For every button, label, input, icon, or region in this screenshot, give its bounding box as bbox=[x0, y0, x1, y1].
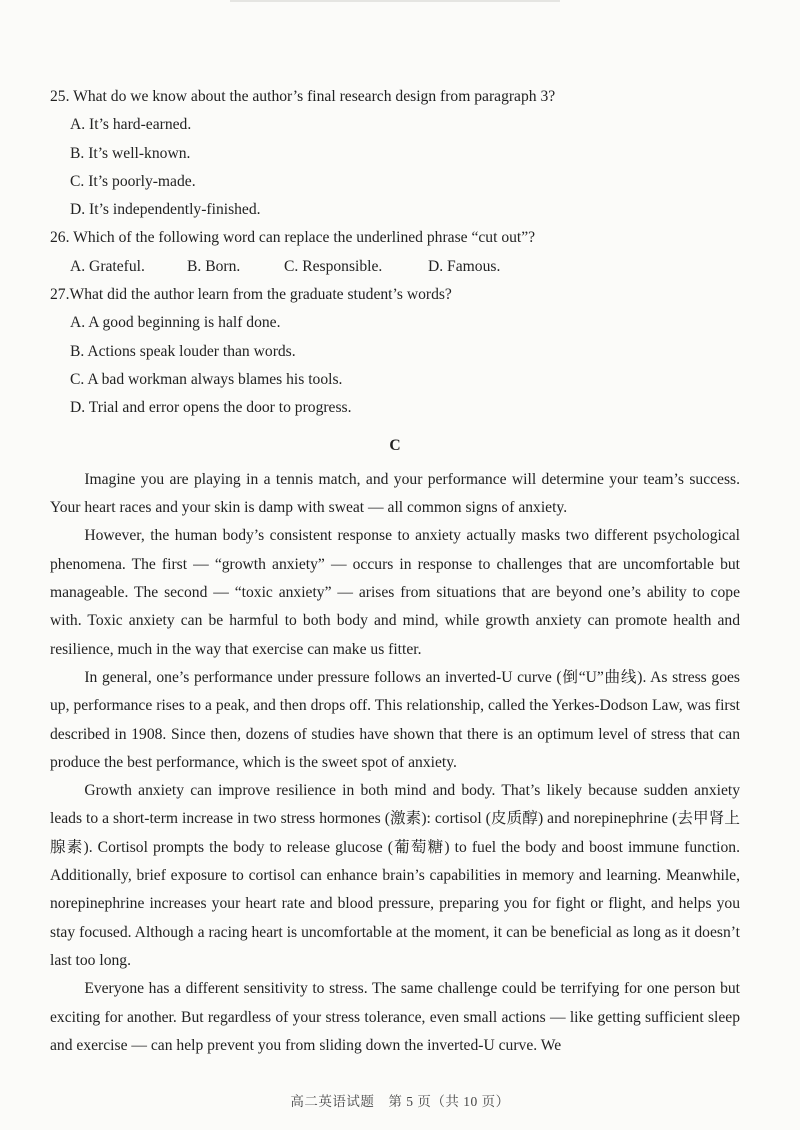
option: B. It’s well-known. bbox=[70, 144, 191, 162]
option: D. Famous. bbox=[428, 257, 501, 275]
option: C. It’s poorly-made. bbox=[70, 172, 196, 190]
option: C. Responsible. bbox=[284, 257, 383, 275]
exam-page bbox=[50, 83, 740, 1060]
question-stem: 26. Which of the following word can replace the underlined phrase “cut out”? bbox=[50, 229, 536, 247]
option: A. A good beginning is half done. bbox=[70, 314, 281, 332]
question-26 bbox=[50, 224, 740, 281]
scan-edge bbox=[230, 0, 560, 2]
question-stem: 27.What did the author learn from the graduate student’s words? bbox=[50, 286, 452, 304]
paragraph: Everyone has a different sensitivity to stress. The same challenge could be terrifying for one person but exciting for another. But regardless of your stress tolerance, even small actions — like getting sufficient sleep and exercise — can help prevent you from sliding down the inverted-U curve. We bbox=[50, 980, 740, 1054]
options-row bbox=[70, 253, 740, 281]
paragraph: Imagine you are playing in a tennis match, and your performance will determine your team’s success. Your heart races and your skin is damp with sweat — all common signs of anxiety. bbox=[50, 470, 740, 517]
option: A. Grateful. bbox=[70, 257, 145, 275]
option: C. A bad workman always blames his tools. bbox=[70, 370, 343, 388]
paragraph: In general, one’s performance under pressure follows an inverted-U curve (倒“U”曲线). As stress goes up, performance rises to a peak, and then drops off. This relationship, called the Yerkes-Dodson Law, was first described in 1908. Since then, dozens of studies have shown that there is an optimum level of stress that can produce the best performance, which is the sweet spot of anxiety. bbox=[50, 668, 740, 771]
passage-c bbox=[50, 466, 740, 1060]
paragraph: However, the human body’s consistent response to anxiety actually masks two different psychological phenomena. The first — “growth anxiety” — occurs in response to challenges that are uncomfortable but manageable. The second — “toxic anxiety” — arises from situations that are beyond one’s ability to cope with. Toxic anxiety can be harmful to both body and mind, while growth anxiety can promote health and resilience, much in the way that exercise can make us fitter. bbox=[50, 527, 740, 658]
option: D. It’s independently-finished. bbox=[70, 201, 261, 219]
question-27 bbox=[50, 281, 740, 422]
page-footer: 高二英语试题 第 5 页（共 10 页） bbox=[290, 1094, 510, 1109]
option: B. Actions speak louder than words. bbox=[70, 342, 296, 360]
question-stem: 25. What do we know about the author’s final research design from paragraph 3? bbox=[50, 88, 556, 105]
question-25 bbox=[50, 83, 740, 224]
option: A. It’s hard-earned. bbox=[70, 116, 192, 134]
paragraph: Growth anxiety can improve resilience in both mind and body. That’s likely because sudden anxiety leads to a short-term increase in two stress hormones (激素): cortisol (皮质醇) and norepinephrine (去甲肾上腺素). Cortisol prompts the body to release glucose (葡萄糖) to fuel the body and boost immune function. Additionally, brief exposure to cortisol can enhance brain’s capabilities in memory and learning. Meanwhile, norepinephrine increases your heart rate and blood pressure, preparing you for fight or flight, and helps you stay focused. Although a racing heart is uncomfortable at the moment, it can be beneficial as long as it doesn’t last too long. bbox=[50, 782, 740, 969]
option: B. Born. bbox=[187, 257, 241, 275]
section-heading: C bbox=[389, 436, 401, 454]
option: D. Trial and error opens the door to progress. bbox=[70, 399, 352, 417]
